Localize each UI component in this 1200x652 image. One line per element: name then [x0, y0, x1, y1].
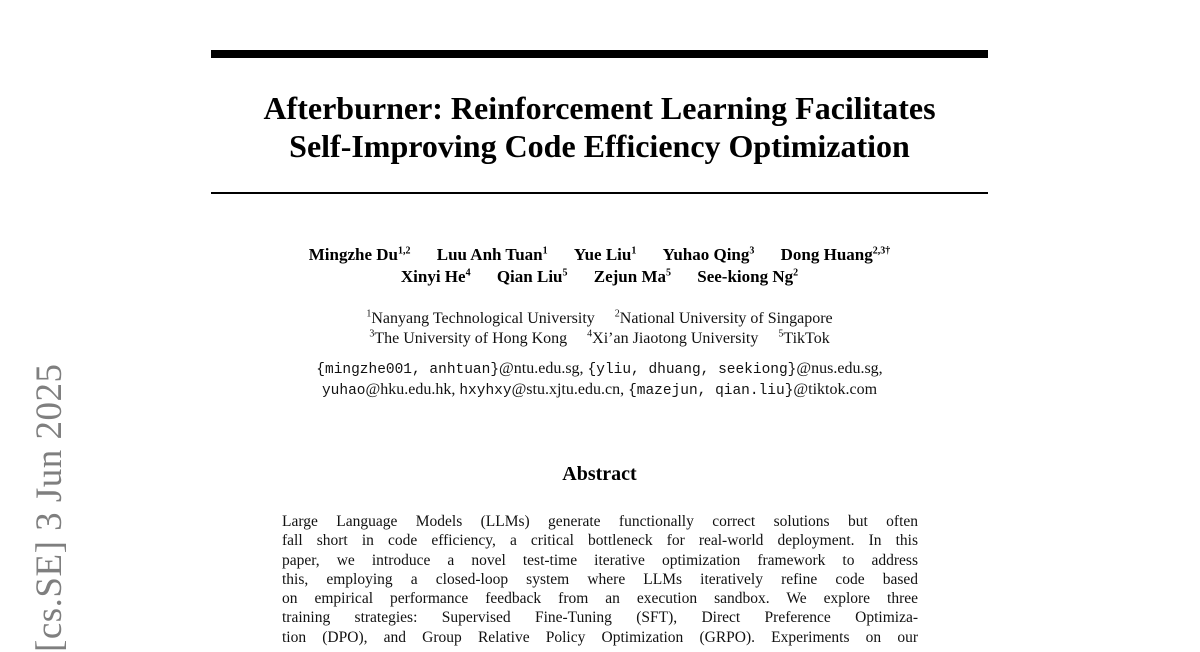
- title-bottom-rule: [211, 192, 988, 194]
- author: See-kiong Ng$^2$: [697, 267, 799, 286]
- author: Luu Anh Tuan$^1$: [436, 245, 548, 264]
- author: Yue Liu$^1$: [573, 245, 637, 264]
- affiliation: $^3$The University of Hong Kong: [369, 328, 568, 347]
- abstract-line: Large Language Models (LLMs) generate functionally correct solutions but often: [282, 513, 918, 530]
- affiliations: [211, 309, 988, 349]
- author-list: [211, 244, 988, 288]
- email-line-2: yuhao@hku.edu.hk, hxyhxy@stu.xjtu.edu.cn, {mazejun, qian.liu}@tiktok.com: [321, 381, 878, 399]
- affiliation: $^4$Xi’an Jiaotong University: [587, 328, 759, 347]
- author: Yuhao Qing$^3$: [662, 245, 755, 264]
- abstract-line: training strategies: Supervised Fine-Tuning (SFT), Direct Preference Optimiza-: [282, 609, 918, 627]
- author: Mingzhe Du$^{1,2}$: [308, 245, 411, 264]
- author-row-2: [211, 266, 988, 288]
- author: Zejun Ma$^5$: [593, 267, 671, 286]
- affiliation: $^5$TikTok: [778, 328, 830, 347]
- arxiv-identifier: [cs.SE] 3 Jun 2025: [29, 363, 70, 652]
- title-top-rule: [211, 50, 988, 58]
- paper-title-line-2: Self-Improving Code Efficiency Optimization: [289, 128, 910, 164]
- author: Qian Liu$^5$: [496, 267, 568, 286]
- paper-title-line-1: Afterburner: Reinforcement Learning Facilitates: [263, 90, 936, 126]
- author-row-1: [211, 244, 988, 266]
- abstract-line: tion (DPO), and Group Relative Policy Optimization (GRPO). Experiments on our: [282, 628, 918, 646]
- paper-title: [211, 89, 988, 165]
- abstract-line: paper, we introduce a novel test-time iterative optimization framework to address: [282, 551, 918, 569]
- author: Dong Huang$^{2,3\dagger}$: [780, 245, 891, 264]
- affiliation-row-1: [211, 309, 988, 329]
- email-addresses: [211, 359, 988, 401]
- affiliation: $^2$National University of Singapore: [614, 308, 833, 327]
- abstract-heading: Abstract: [562, 463, 637, 485]
- affiliation: $^1$Nanyang Technological University: [366, 308, 595, 327]
- abstract-line: this, employing a closed-loop system where LLMs iteratively refine code based: [282, 570, 918, 588]
- abstract-line: on empirical performance feedback from an execution sandbox. We explore three: [282, 590, 918, 608]
- author: Xinyi He$^4$: [400, 267, 471, 286]
- email-line-1: {mingzhe001, anhtuan}@ntu.edu.sg, {yliu, dhuang, seekiong}@nus.edu.sg,: [316, 360, 883, 378]
- abstract-body: [282, 512, 918, 647]
- affiliation-row-2: [211, 329, 988, 349]
- abstract-line: fall short in code efficiency, a critical bottleneck for real-world deployment. In this: [282, 532, 918, 550]
